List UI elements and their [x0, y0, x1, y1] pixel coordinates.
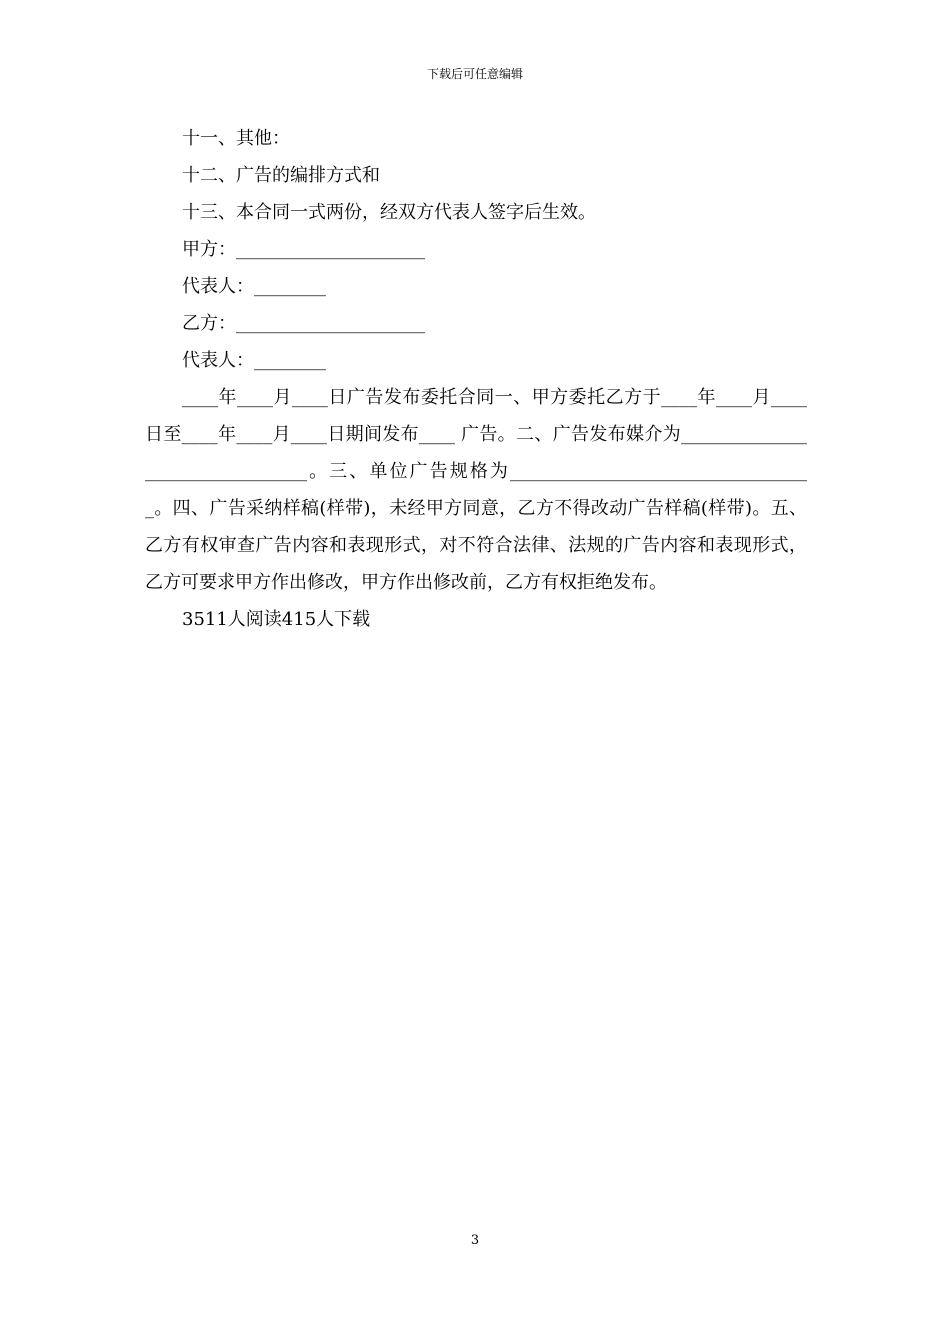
contract-paragraph: ____年____月____日广告发布委托合同一、甲方委托乙方于____年____月____日至____年____月____日期间发布____ 广告。二、广告发布媒介为________________________________。三、单位广告规格为__________________________________。四、广告采纳样稿(样带)，未经甲方同意，乙方不得改动广告样稿(样带)。五、乙方有权审查广告内容和表现形式，对不符合法律、法规的广告内容和表现形式，乙方可要求甲方作出修改，甲方作出修改前，乙方有权拒绝发布。	[145, 387, 807, 593]
party-b-field: 乙方：_____________________	[182, 313, 425, 334]
read-download-stats: 3511人阅读415人下载	[182, 609, 371, 630]
clause-12: 十二、广告的编排方式和	[182, 165, 380, 186]
page-number: 3	[470, 1233, 480, 1248]
page-header: 下载后可任意编辑	[426, 67, 523, 81]
party-b-representative-field: 代表人：________	[182, 350, 326, 371]
party-a-field: 甲方：_____________________	[182, 239, 425, 260]
party-a-representative-field: 代表人：________	[182, 276, 326, 297]
clause-11: 十一、其他：	[182, 128, 290, 149]
document-body	[145, 120, 807, 638]
clause-13: 十三、本合同一式两份，经双方代表人签字后生效。	[182, 202, 596, 223]
